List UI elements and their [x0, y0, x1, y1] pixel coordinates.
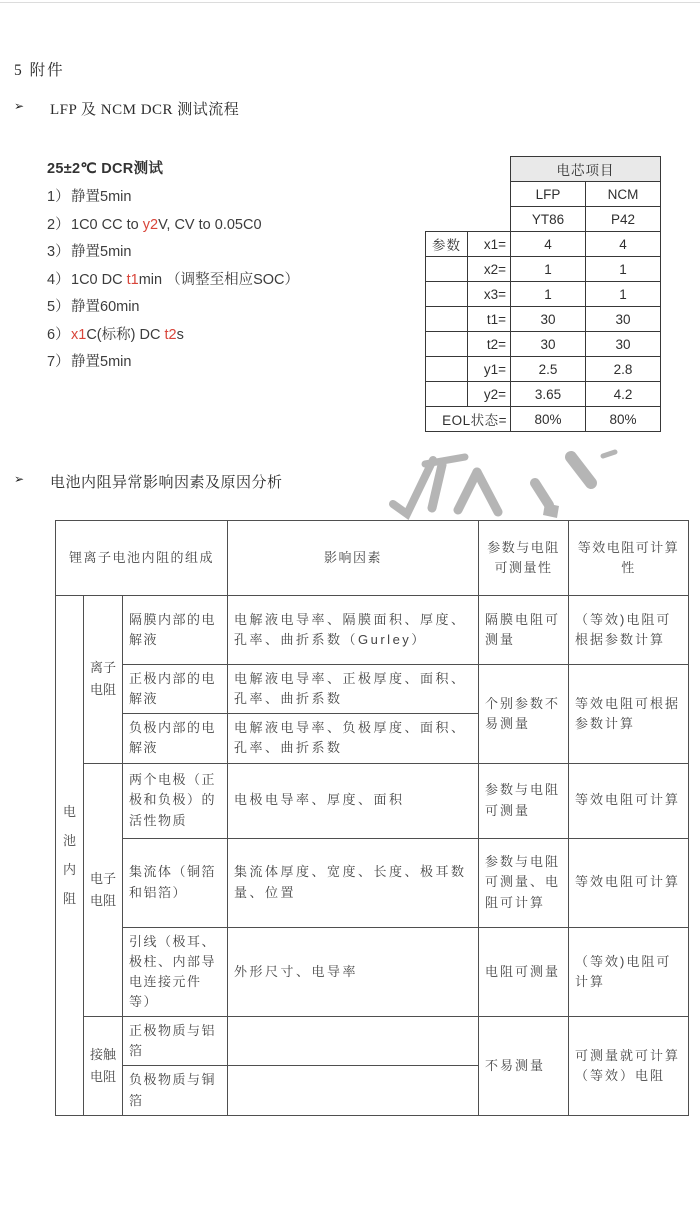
step-text: s	[176, 326, 184, 343]
step-text: V, CV to 0.05C0	[158, 216, 262, 233]
step-text: C(标称) DC	[86, 326, 165, 343]
dcr-step-3	[47, 239, 299, 267]
component-cell: 正极内部的电解液	[123, 665, 228, 714]
step-number: 1）	[47, 189, 70, 205]
measurable-cell: 参数与电阻可测量、电阻可计算	[479, 838, 569, 927]
spacer-cell	[468, 157, 511, 182]
step-number: 7）	[47, 354, 70, 370]
spacer-cell	[426, 332, 468, 357]
component-cell: 隔膜内部的电解液	[123, 596, 228, 665]
spacer-cell	[426, 182, 468, 207]
param-value: 1	[511, 282, 586, 307]
dcr-step-7	[47, 349, 299, 377]
component-cell: 两个电极（正极和负极）的活性物质	[123, 763, 228, 838]
table-row	[56, 596, 689, 665]
step-variable: t2	[164, 326, 177, 343]
param-value: 30	[511, 332, 586, 357]
param-label: y1=	[468, 357, 511, 382]
measurable-cell: 不易测量	[479, 1017, 569, 1116]
group-electronic-resistance: 电子电阻	[84, 763, 123, 1017]
model-ncm: P42	[586, 207, 661, 232]
cell-project-header: 电芯项目	[511, 157, 661, 182]
eol-label: EOL状态=	[426, 407, 511, 432]
param-label: t2=	[468, 332, 511, 357]
bullet-arrow-icon: ➢	[14, 99, 25, 113]
factors-cell: 集流体厚度、宽度、长度、极耳数量、位置	[228, 838, 479, 927]
spacer-cell	[426, 157, 468, 182]
factors-cell: 电解液电导率、正极厚度、面积、孔率、曲折系数	[228, 665, 479, 714]
param-value: 30	[586, 332, 661, 357]
computable-cell: （等效)电阻可计算	[569, 927, 689, 1017]
step-text: 静置5min	[71, 189, 132, 205]
step-variable: t1	[126, 271, 139, 288]
spacer-cell	[468, 182, 511, 207]
param-value: 4	[586, 232, 661, 257]
table-row	[426, 257, 661, 282]
table-row	[426, 282, 661, 307]
step-text: 静置5min	[71, 354, 132, 370]
param-value: 4.2	[586, 382, 661, 407]
factors-cell: 外形尺寸、电导率	[228, 927, 479, 1017]
step-variable: y2	[142, 216, 159, 233]
table-header-row	[56, 521, 689, 596]
dcr-step-4	[47, 267, 299, 295]
factors-cell	[228, 1017, 479, 1066]
chemistry-lfp: LFP	[511, 182, 586, 207]
param-value: 30	[511, 307, 586, 332]
dcr-step-6	[47, 322, 299, 350]
step-text: 1C0 DC	[71, 271, 127, 288]
dcr-procedure	[47, 157, 299, 377]
factors-cell: 电极电导率、厚度、面积	[228, 763, 479, 838]
component-cell: 引线（极耳、极柱、内部导电连接元件等）	[123, 927, 228, 1017]
table-row	[56, 838, 689, 927]
spacer-cell	[468, 207, 511, 232]
param-value: 4	[511, 232, 586, 257]
dcr-title: 25±2℃ DCR测试	[47, 161, 164, 177]
table-row	[426, 357, 661, 382]
cell-parameter-table	[425, 156, 661, 432]
group-contact-resistance: 接触电阻	[84, 1017, 123, 1116]
table-row	[426, 332, 661, 357]
factors-cell: 电解液电导率、负极厚度、面积、孔率、曲折系数	[228, 714, 479, 763]
header-measurable: 参数与电阻可测量性	[479, 521, 569, 596]
step-number: 6）	[47, 326, 70, 343]
header-factors: 影响因素	[228, 521, 479, 596]
param-value: 1	[511, 257, 586, 282]
step-text: 1C0 CC to	[71, 216, 143, 233]
spacer-cell	[426, 207, 468, 232]
factors-cell: 电解液电导率、隔膜面积、厚度、孔率、曲折系数（Gurley）	[228, 596, 479, 665]
param-label: t1=	[468, 307, 511, 332]
factors-cell	[228, 1066, 479, 1115]
table-row	[56, 927, 689, 1017]
step-variable: x1	[71, 326, 87, 343]
computable-cell: 等效电阻可计算	[569, 838, 689, 927]
dcr-step-2	[47, 212, 299, 240]
component-cell: 负极物质与铜箔	[123, 1066, 228, 1115]
header-composition: 锂离子电池内阻的组成	[56, 521, 228, 596]
measurable-cell: 个别参数不易测量	[479, 665, 569, 764]
table-row	[56, 1017, 689, 1066]
measurable-cell: 隔膜电阻可测量	[479, 596, 569, 665]
group-ionic-resistance: 离子电阻	[84, 596, 123, 764]
spacer-cell	[426, 282, 468, 307]
chemistry-ncm: NCM	[586, 182, 661, 207]
table-row	[56, 665, 689, 714]
table-row	[426, 207, 661, 232]
component-cell: 正极物质与铝箔	[123, 1017, 228, 1066]
bullet1-label: LFP 及 NCM DCR 测试流程	[50, 102, 240, 118]
spacer-cell	[426, 357, 468, 382]
header-computable: 等效电阻可计算性	[569, 521, 689, 596]
step-text: 静置5min	[71, 244, 132, 260]
step-text: 静置60min	[71, 299, 140, 315]
measurable-cell: 电阻可测量	[479, 927, 569, 1017]
spacer-cell	[426, 307, 468, 332]
table-row	[426, 232, 661, 257]
param-value: 1	[586, 257, 661, 282]
step-number: 4）	[47, 271, 70, 288]
eol-value: 80%	[511, 407, 586, 432]
param-label: x1=	[468, 232, 511, 257]
table-row	[426, 382, 661, 407]
param-value: 3.65	[511, 382, 586, 407]
computable-cell: （等效)电阻可根据参数计算	[569, 596, 689, 665]
param-label: y2=	[468, 382, 511, 407]
table-row	[56, 763, 689, 838]
step-text: min （调整至相应SOC）	[138, 271, 300, 288]
param-value: 2.8	[586, 357, 661, 382]
watermark-graphic	[385, 446, 635, 526]
table-row	[426, 157, 661, 182]
computable-cell: 等效电阻可计算	[569, 763, 689, 838]
param-group-label: 参数	[426, 232, 468, 257]
component-cell: 负极内部的电解液	[123, 714, 228, 763]
table-row	[426, 307, 661, 332]
spacer-cell	[426, 382, 468, 407]
bullet-arrow-icon: ➢	[14, 472, 25, 486]
param-label: x2=	[468, 257, 511, 282]
page-top-edge	[0, 2, 700, 3]
component-cell: 集流体（铜箔和铝箔）	[123, 838, 228, 927]
step-number: 2）	[47, 216, 70, 233]
model-lfp: YT86	[511, 207, 586, 232]
dcr-step-5	[47, 294, 299, 322]
computable-cell: 可测量就可计算（等效）电阻	[569, 1017, 689, 1116]
measurable-cell: 参数与电阻可测量	[479, 763, 569, 838]
root-label-battery-internal-resistance: 电池内阻	[56, 596, 84, 1116]
param-value: 30	[586, 307, 661, 332]
step-number: 3）	[47, 244, 70, 260]
table-row	[426, 407, 661, 432]
eol-value: 80%	[586, 407, 661, 432]
resistance-analysis-table	[55, 520, 689, 1116]
table-row	[426, 182, 661, 207]
param-label: x3=	[468, 282, 511, 307]
spacer-cell	[426, 257, 468, 282]
computable-cell: 等效电阻可根据参数计算	[569, 665, 689, 764]
step-number: 5）	[47, 299, 70, 315]
section-heading: 5 附件	[14, 62, 65, 79]
bullet2-label: 电池内阻异常影响因素及原因分析	[50, 475, 283, 491]
dcr-step-1	[47, 184, 299, 212]
param-value: 2.5	[511, 357, 586, 382]
param-value: 1	[586, 282, 661, 307]
